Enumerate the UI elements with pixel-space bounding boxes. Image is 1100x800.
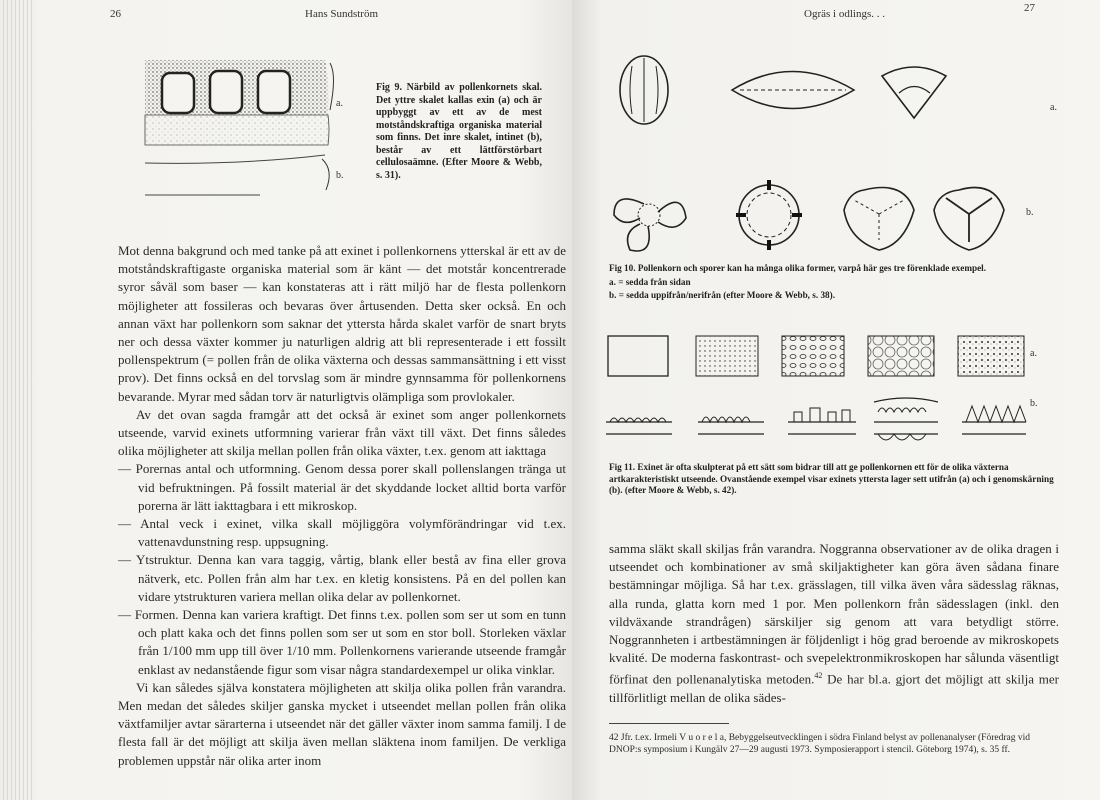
paragraph: Av det ovan sagda framgår att det också är exinet som anger pollenkornets utseende, varvid exinets utformning varierar från växt till växt. Det finns således olika möjligheter att skilja mellan pollen från olika växter, t.ex. genom att iakttaga xyxy=(118,406,566,459)
paragraph-text-end: De har bl.a. gjort det möjligt att skilja mer tillförlitligt mellan de olika sädes- xyxy=(609,671,1059,705)
running-head-right: Ogräs i odlings. . . xyxy=(804,8,885,20)
paragraph: Mot denna bakgrund och med tanke på att exinet i pollenkornens ytterskal är ett av de motståndskraftigaste organiska material som är känt — det motstår koncentrerade syror såväl som baser — kan konstateras att i rätt miljö har de flesta pollenkorn möjligheter att fossileras och bevaras över årtusenden. Detta sker också. En och annan växt har pollenkorn som saknar det yttersta hårda skalet varför de snart bryts ner och dessa växter kommer ju naturligen aldrig att bli representerade i ett fossilt pollenspektrum (= pollen från de olika växterna och dessas sammansättning i ett visst prov). Det finns också en del torvslag som är mindre gynnsamma för pollenkornens bevarande. Myrar med sådan torv är naturligtvis olämpliga som provlokaler. xyxy=(118,243,566,404)
fig11-label-b: b. xyxy=(1030,398,1038,409)
list-item: — Ytstruktur. Denna kan vara taggig, vårtig, blank eller bestå av fina eller grova nätverk, etc. Pollen från alm har t.ex. en kletig konsistens. På en del pollen kan vidare ytstrukturen variera mellan olika delar av pollenkornet. xyxy=(118,552,566,604)
paragraph xyxy=(609,540,1059,707)
right-body-text xyxy=(609,540,1059,707)
fig10-label-b: b. xyxy=(1026,207,1034,218)
running-head-left: Hans Sundström xyxy=(305,8,379,20)
fig9-caption: Fig 9. Närbild av pollenkornets skal. Det yttre skalet kallas exin (a) och är uppbyggt av ett av de mest motståndskraftiga organiska material som finns. Det inre skalet, intinet (b), består av ett lättförstörbart cellulosaämne. (Efter Moore & Webb, s. 31). xyxy=(376,82,542,181)
left-body-text xyxy=(118,242,566,770)
list-item: — Formen. Denna kan variera kraftigt. Det finns t.ex. pollen som ser ut som en tunn och platt kaka och det finns pollen som ser ut som en stor boll. Storleken växlar från 1/100 mm upp till över 1/10 mm. Pollenkornens varierande utseende framgår enklast av nedanstående figur som visar några standardexempel ur olika vinklar. xyxy=(118,607,566,677)
fig10-caption: Fig 10. Pollenkorn och sporer kan ha många olika former, varpå här ges tre förenklade exempel. xyxy=(609,263,987,273)
paragraph-text: samma släkt skall skiljas från varandra. Noggranna observationer av de olika dragen i utseendet och kombinationer av små skiljaktigheter kan göra även sådana finare bestämningar möjliga. Så har t.ex. grässlagen, till vilka även våra sädesslag räknas, alla runda, glatta korn med 1 por. Men pollenkorn från sädesslagen (inkl. den vildväxande strandrågen) särskiljer sig genom att vara betydligt större. Noggrannheten i artbestämningen är följdenligt i hög grad beroende av mikroskopets kvalité. De moderna faskontrast- och svepelektronmikroskopen har sålunda väsentligt förfinat den pollenanalytiska metoden. xyxy=(609,541,1059,687)
fig10-legend-a: a. = sedda från sidan xyxy=(609,277,691,287)
fig11-label-a: a. xyxy=(1030,348,1037,359)
fig11-row-a-surface-patterns xyxy=(608,334,1028,380)
fig9-pollen-wall-drawing xyxy=(140,55,340,205)
fig10-legend-b: b. = sedda uppifrån/nerifrån (efter Moore & Webb, s. 38). xyxy=(609,290,835,300)
fig10-row-b-top-views xyxy=(604,170,1024,260)
page-number-left: 26 xyxy=(110,8,121,20)
fig11-caption: Fig 11. Exinet är ofta skulpterat på ett sätt som bidrar till att ge pollenkornen ett för de olika växterna artkarakteristiskt utseende. Ovanstående exempel visar exinets yttersta lager sett utifrån (a) och i genomskärning (b). (efter Moore & Webb, s. 42). xyxy=(609,462,1054,495)
fig9-label-a: a. xyxy=(336,98,343,109)
fig10-label-a: a. xyxy=(1050,102,1057,113)
footnote-reference: 42 xyxy=(814,671,823,681)
list-item: — Porernas antal och utformning. Genom dessa porer skall pollenslangen tränga ut vid befruktningen. På fossilt material är det skyddande locket alltid borta varför porerna är lätt iakttagbara i ett mikroskop. xyxy=(118,461,566,513)
footnote: 42 Jfr. t.ex. Irmeli V u o r e l a, Bebyggelseutvecklingen i södra Finland belyst av pollenanalyser (Föredrag vid DNOP:s symposium i Kungälv 27—29 augusti 1973. Symposierapport i stencil. Göteborg 1974), s. 35 ff. xyxy=(609,733,1030,755)
right-page xyxy=(572,0,1100,800)
list-item: — Antal veck i exinet, vilka skall möjliggöra volymförändringar vid t.ex. vattenavdunstning resp. uppsugning. xyxy=(118,516,566,550)
paragraph: Vi kan således själva konstatera möjligheten att skilja olika pollen från varandra. Men medan det således skiljer ganska mycket i utseendet mellan pollen från olika växtfamiljer avtar särarterna i utseendet när det gäller växter inom samma familj. I de flesta fall är det möjligt att skilja även mellan släktena inom familjen. De verkliga problemen uppstår när olika arter inom xyxy=(118,679,566,768)
fig10-row-a-side-views xyxy=(614,48,1034,118)
footnote-rule xyxy=(609,723,729,724)
page-number-right: 27 xyxy=(1024,2,1035,14)
fig11-row-b-cross-sections xyxy=(606,392,1036,452)
page-edges xyxy=(0,0,34,800)
fig9-label-b: b. xyxy=(336,170,344,181)
